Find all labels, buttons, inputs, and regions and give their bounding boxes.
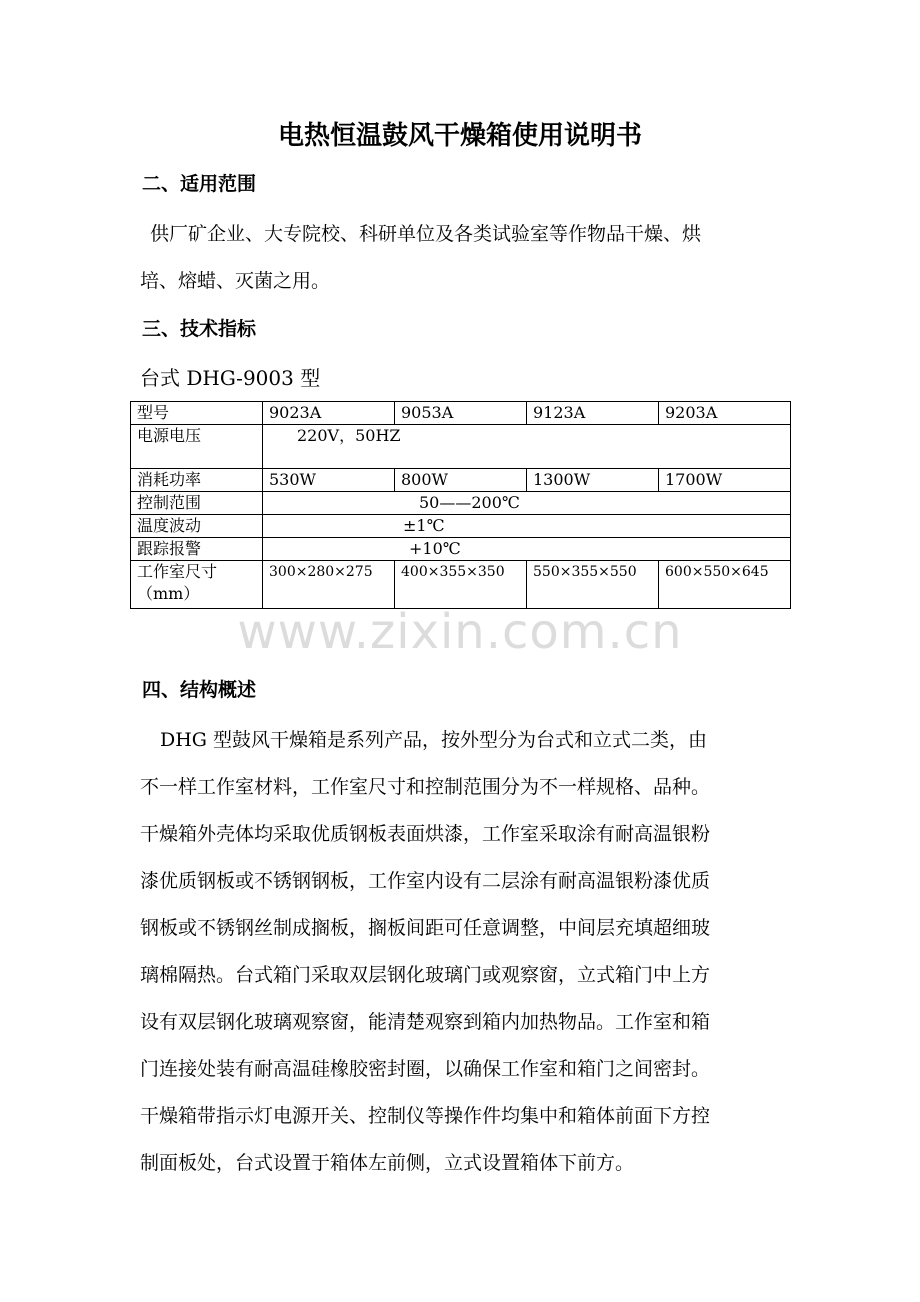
section-4-line-5: 钢板或不锈钢丝制成搁板，搁板间距可任意调整，中间层充填超细玻 xyxy=(140,917,711,939)
table-cell: 9023A xyxy=(263,402,395,425)
table-cell: 控制范围 xyxy=(131,492,263,515)
section-4-line-1: DHG 型鼓风干燥箱是系列产品，按外型分为台式和立式二类，由 xyxy=(160,729,708,751)
table-cell: 9053A xyxy=(395,402,527,425)
table-cell: 550×355×550 xyxy=(527,561,659,609)
table-row xyxy=(131,515,791,538)
section-2-line-1: 供厂矿企业、大专院校、科研单位及各类试验室等作物品干燥、烘 xyxy=(150,223,702,245)
section-4-line-6: 璃棉隔热。台式箱门采取双层钢化玻璃门或观察窗，立式箱门中上方 xyxy=(140,964,711,986)
table-row xyxy=(131,425,791,469)
table-cell: 1300W xyxy=(527,469,659,492)
section-2-heading: 二、适用范围 xyxy=(142,173,257,195)
model-label: 台式 DHG-9003 型 xyxy=(140,366,321,390)
section-4-line-3: 干燥箱外壳体均采取优质钢板表面烘漆，工作室采取涂有耐高温银粉 xyxy=(140,823,711,845)
table-cell xyxy=(263,492,791,515)
table-row xyxy=(131,492,791,515)
table-cell xyxy=(263,538,791,561)
section-4-line-4: 漆优质钢板或不锈钢钢板，工作室内设有二层涂有耐高温银粉漆优质 xyxy=(140,870,711,892)
table-cell xyxy=(131,561,263,609)
section-4-line-2: 不一样工作室材料，工作室尺寸和控制范围分为不一样规格、品种。 xyxy=(140,776,711,798)
table-cell: 温度波动 xyxy=(131,515,263,538)
table-cell: 消耗功率 xyxy=(131,469,263,492)
watermark: www.zixin.com.cn xyxy=(237,604,683,660)
section-2-line-2: 培、熔蜡、灭菌之用。 xyxy=(140,270,331,292)
table-cell: 400×355×350 xyxy=(395,561,527,609)
section-4-line-8: 门连接处装有耐高温硅橡胶密封圈，以确保工作室和箱门之间密封。 xyxy=(140,1058,711,1080)
table-cell: 530W xyxy=(263,469,395,492)
table-cell: 800W xyxy=(395,469,527,492)
table-cell: 300×280×275 xyxy=(263,561,395,609)
table-cell xyxy=(263,425,791,469)
table-cell: 型号 xyxy=(131,402,263,425)
table-cell: 跟踪报警 xyxy=(131,538,263,561)
table-cell-text: （mm） xyxy=(137,584,200,603)
section-4-line-10: 制面板处，台式设置于箱体左前侧，立式设置箱体下前方。 xyxy=(140,1152,635,1174)
table-cell: 电源电压 xyxy=(131,425,263,469)
table-row xyxy=(131,538,791,561)
table-cell: 9203A xyxy=(659,402,791,425)
table-row xyxy=(131,402,791,425)
section-4-line-9: 干燥箱带指示灯电源开关、控制仪等操作件均集中和箱体前面下方控 xyxy=(140,1105,711,1127)
table-cell: 600×550×645 xyxy=(659,561,791,609)
table-cell: 9123A xyxy=(527,402,659,425)
spec-table xyxy=(130,401,791,609)
section-3-heading: 三、技术指标 xyxy=(142,318,257,340)
table-row xyxy=(131,469,791,492)
table-cell xyxy=(263,515,791,538)
table-cell-text: ±1℃ xyxy=(403,516,445,535)
table-cell-text: +10℃ xyxy=(409,539,461,558)
table-cell-text: 工作室尺寸 xyxy=(137,562,218,581)
table-cell-text: 50——200℃ xyxy=(419,493,520,512)
section-4-heading: 四、结构概述 xyxy=(142,679,257,701)
section-4-line-7: 设有双层钢化玻璃观察窗，能清楚观察到箱内加热物品。工作室和箱 xyxy=(140,1011,711,1033)
table-row xyxy=(131,561,791,609)
table-cell: 1700W xyxy=(659,469,791,492)
table-cell-text: 220V，50HZ xyxy=(297,426,401,445)
document-title: 电热恒温鼓风干燥箱使用说明书 xyxy=(277,121,642,151)
